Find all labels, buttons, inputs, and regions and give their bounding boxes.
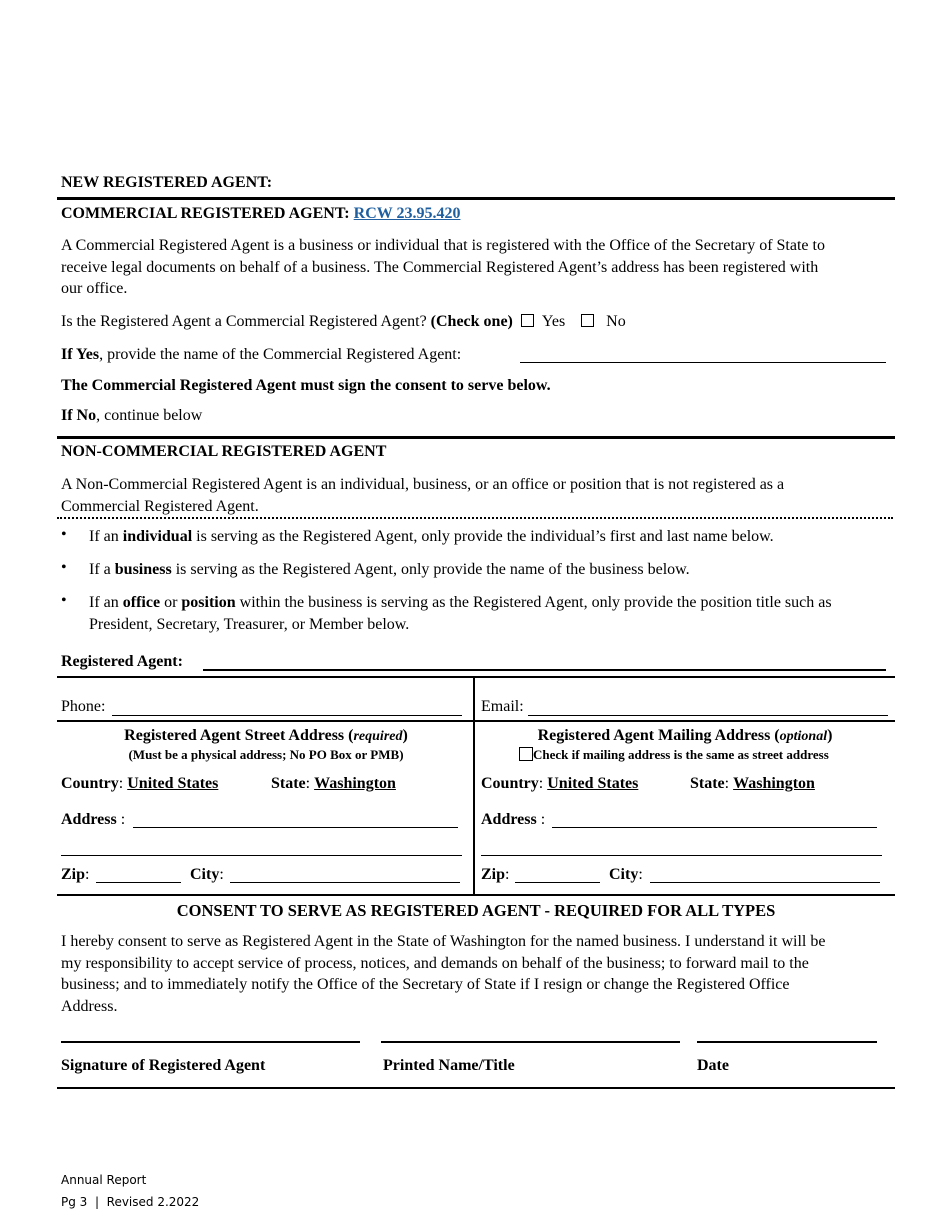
street-address-field-line2[interactable] [61,855,462,856]
footer-page: Pg 3 [61,1195,88,1209]
signature-field[interactable] [61,1041,360,1043]
footer-report-name: Annual Report [61,1173,147,1187]
printed-name-field[interactable] [381,1041,680,1043]
mailing-city-label: City: [609,866,643,883]
mailing-address-label: Address : [481,811,546,828]
consent-text-line: Address. [61,997,118,1015]
commercial-description-line: our office. [61,280,128,297]
email-field[interactable] [528,701,888,716]
footer-page-info [61,1195,199,1209]
commercial-description [61,235,891,300]
registered-agent-field[interactable] [203,655,886,671]
commercial-description-line: receive legal documents on behalf of a business. The Commercial Registered Agent’s address has been registered with [61,258,819,276]
street-address-subtitle: (Must be a physical address; No PO Box or PMB) [128,747,404,762]
section-divider [57,197,895,200]
noncommercial-description-line: A Non-Commercial Registered Agent is an individual, business, or an office or position that is not registered as a [61,476,785,493]
if-yes-bold: If Yes [61,346,100,363]
if-yes-row [61,346,461,364]
new-agent-heading: NEW REGISTERED AGENT: [61,174,273,191]
phone-label: Phone: [61,698,106,715]
street-address-field[interactable] [133,813,458,828]
bullet-text: If an individual is serving as the Registered Agent, only provide the individual’s first and last name below. [89,528,774,545]
consent-text-line: my responsibility to accept service of process, notices, and demands on behalf of the business; to forward mail to the [61,954,809,972]
email-label: Email: [481,698,524,715]
noncommercial-agent-heading: NON-COMMERCIAL REGISTERED AGENT [61,443,387,460]
check-one-label: (Check one) [430,313,513,330]
mailing-country-row: Country: United States [481,775,639,792]
mailing-city-field[interactable] [650,868,880,883]
date-label: Date [697,1057,729,1074]
street-address-title: Registered Agent Street Address (required) [124,727,408,744]
section-divider [57,1087,895,1089]
street-city-field[interactable] [230,868,460,883]
must-sign-note: The Commercial Registered Agent must sign the consent to serve below. [61,377,551,394]
mailing-zip-field[interactable] [515,868,600,883]
if-no-text: , continue below [96,407,203,424]
date-field[interactable] [697,1041,877,1043]
mailing-address-field-line2[interactable] [481,855,882,856]
same-address-row [519,747,829,763]
printed-name-label: Printed Name/Title [383,1057,515,1074]
registered-agent-label: Registered Agent: [61,653,183,670]
commercial-agent-heading [61,205,460,223]
if-no-bold: If No [61,407,97,424]
mailing-state-value: Washington [733,775,815,792]
if-yes-text: , provide the name of the Commercial Registered Agent: [99,346,462,363]
no-checkbox[interactable] [581,314,594,327]
mailing-address-field[interactable] [552,813,877,828]
street-state-value: Washington [314,775,396,792]
commercial-heading-text: COMMERCIAL REGISTERED AGENT: [61,205,350,222]
street-zip-field[interactable] [96,868,181,883]
signature-label: Signature of Registered Agent [61,1057,266,1074]
phone-field[interactable] [112,701,462,716]
footer-separator: | [94,1195,99,1209]
column-divider [473,677,475,895]
noncommercial-description [61,474,891,517]
street-country-value: United States [127,775,219,792]
same-address-checkbox[interactable] [519,747,533,761]
consent-heading: CONSENT TO SERVE AS REGISTERED AGENT - REQUIRED FOR ALL TYPES [176,901,776,920]
commercial-description-line: A Commercial Registered Agent is a business or individual that is registered with the Office of the Secretary of State to [61,237,825,254]
mailing-country-value: United States [547,775,639,792]
bullet-text: If a business is serving as the Registered Agent, only provide the name of the business below. [89,561,690,578]
yes-label: Yes [541,313,566,330]
commercial-agent-name-field[interactable] [520,348,886,363]
street-address-label: Address : [61,811,126,828]
street-zip-label: Zip: [61,866,90,883]
bullet-dot: • [61,559,67,576]
yes-checkbox[interactable] [521,314,534,327]
dotted-divider [57,517,893,519]
bullet-dot: • [61,526,67,543]
section-divider [57,436,895,439]
table-top-border [57,676,895,678]
mailing-zip-label: Zip: [481,866,510,883]
if-no-row [61,407,202,425]
street-state-row: State: Washington [271,775,396,792]
consent-text-line: business; and to immediately notify the Office of the Secretary of State if I resign or change the Registered Office [61,976,790,993]
footer-revised: Revised 2.2022 [106,1195,200,1209]
consent-text-line: I hereby consent to serve as Registered Agent in the State of Washington for the named business. I understand it will be [61,933,826,950]
commercial-question: Is the Registered Agent a Commercial Registered Agent? [61,313,427,330]
bullet-text: If an office or position within the business is serving as the Registered Agent, only provide the position title such as President, Secretary, Treasurer, or Member below. [89,594,832,633]
noncommercial-description-line: Commercial Registered Agent. [61,497,259,515]
same-address-label: Check if mailing address is the same as street address [533,747,829,762]
street-country-row: Country: United States [61,775,219,792]
street-city-label: City: [190,866,224,883]
bullet-dot: • [61,592,67,609]
mailing-address-title: Registered Agent Mailing Address (optional) [537,727,833,744]
commercial-question-row [61,313,626,331]
mailing-state-row: State: Washington [690,775,815,792]
rcw-link[interactable]: RCW 23.95.420 [353,205,461,222]
consent-text [61,931,891,1017]
no-label: No [606,313,626,330]
table-bottom-border [57,894,895,896]
row-divider [57,720,895,722]
